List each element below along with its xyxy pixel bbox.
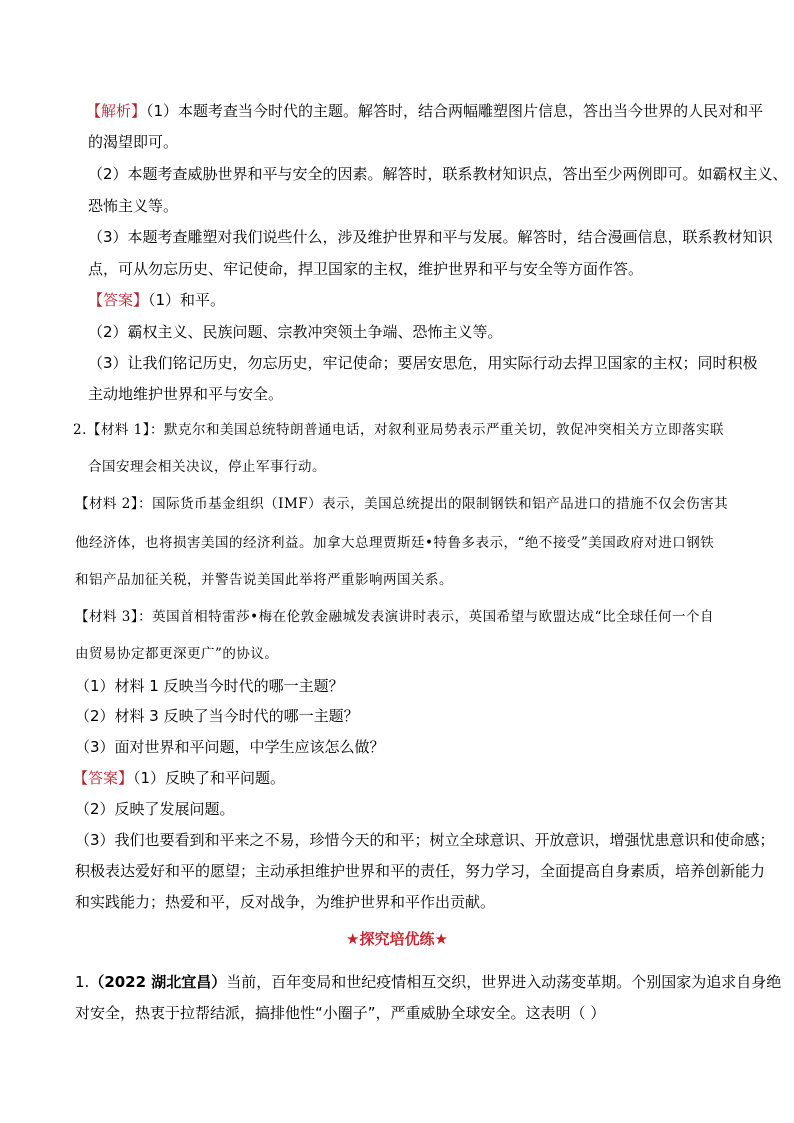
- analysis-line-2: 的渴望即可。: [88, 133, 179, 151]
- analysis-tag: 【解析】: [86, 102, 147, 120]
- answer2-line-2: （2）反映了发展问题。: [75, 800, 235, 818]
- material-2-text: ：国际货币基金组织（IMF）表示，美国总统提出的限制钢铁和铝产品进口的措施不仅会伤害其: [138, 496, 729, 512]
- material-3-tag: 【材料 3】: [75, 609, 139, 625]
- practice-question-line-1: [75, 972, 781, 992]
- material-2-line-3: 和铝产品加征关税，并警告说美国此举将严重影响两国关系。: [75, 572, 453, 588]
- material-2-line-2: 他经济体，也将损害美国的经济利益。加拿大总理贾斯廷•特鲁多表示，“绝不接受”美国政府对进口钢铁: [75, 535, 715, 551]
- analysis-line-4: 恐怖主义等。: [88, 197, 179, 215]
- analysis-line-1: [86, 101, 763, 121]
- section-heading: [0, 929, 794, 949]
- answer1-line-3: （3）让我们铭记历史，勿忘历史，牢记使命；要居安思危，用实际行动去捍卫国家的主权；同时积极: [88, 354, 758, 372]
- practice-question-line-2: 对安全，热衷于拉帮结派，搞排他性“小圈子”，严重威胁全球安全。这表明（ ）: [75, 1004, 606, 1022]
- answer2-line-5: 和实践能力；热爱和平，反对战争，为维护世界和平作出贡献。: [75, 893, 496, 911]
- material-3-line-1: [75, 607, 714, 627]
- answer1-text: （1）和平。: [148, 291, 226, 309]
- answer2-line-1: [73, 768, 285, 788]
- question-2-3: （3）面对世界和平问题，中学生应该怎么做？: [75, 738, 385, 756]
- question-2-2: （2）材料 3 反映了当今时代的哪一主题？: [75, 707, 359, 725]
- material-1-text: ：默克尔和美国总统特朗普通电话，对叙利亚局势表示严重关切，敦促冲突相关方立即落实联: [150, 422, 725, 438]
- star-icon: ★: [434, 930, 448, 948]
- analysis-line-5: （3）本题考查雕塑对我们说些什么，涉及维护世界和平与发展。解答时，结合漫画信息，联系教材知识: [88, 228, 773, 246]
- section-title: 探究培优练: [359, 930, 435, 948]
- analysis-line-6: 点，可从勿忘历史、牢记使命，捍卫国家的主权，维护世界和平与安全等方面作答。: [88, 260, 644, 278]
- question-number: 2.: [73, 422, 87, 438]
- answer2-line-3: （3）我们也要看到和平来之不易，珍惜今天的和平；树立全球意识、开放意识，增强忧患意识和使命感；: [75, 831, 775, 849]
- material-1-tag: 【材料 1】: [86, 422, 151, 438]
- material-2-tag: 【材料 2】: [75, 496, 139, 512]
- answer1-tag: 【答案】: [88, 291, 149, 309]
- analysis-text: （1）本题考查当今时代的主题。解答时，结合两幅雕塑图片信息，答出当今世界的人民对和平: [146, 102, 764, 120]
- material-1-line-2: 合国安理会相关决议，停止军事行动。: [88, 459, 326, 475]
- practice-question-source: （2022 湖北宜昌）: [89, 973, 227, 991]
- star-icon: ★: [346, 930, 360, 948]
- material-3-text: ：英国首相特雷莎•梅在伦敦金融城发表演讲时表示，英国希望与欧盟达成“比全球任何一个自: [138, 609, 715, 625]
- practice-question-text: 当前，百年变局和世纪疫情相互交织，世界进入动荡变革期。个别国家为追求自身绝: [226, 973, 782, 991]
- analysis-line-3: （2）本题考查威胁世界和平与安全的因素。解答时，联系教材知识点，答出至少两例即可。如霸权主义、: [88, 165, 788, 183]
- answer2-line-4: 积极表达爱好和平的愿望；主动承担维护世界和平的责任，努力学习，全面提高自身素质，培养创新能力: [75, 862, 766, 880]
- answer1-line-4: 主动地维护世界和平与安全。: [88, 385, 284, 403]
- material-3-line-2: 由贸易协定都更深更广”的协议。: [75, 646, 279, 662]
- material-2-line-1: [75, 494, 728, 514]
- answer1-line-2: （2）霸权主义、民族问题、宗教冲突领土争端、恐怖主义等。: [88, 323, 503, 341]
- question-2-1: （1）材料 1 反映当今时代的哪一主题？: [75, 677, 344, 695]
- material-1-line-1: [73, 420, 724, 440]
- answer2-tag: 【答案】: [73, 769, 134, 787]
- answer2-text: （1）反映了和平问题。: [133, 769, 286, 787]
- answer1-line-1: [88, 290, 225, 310]
- practice-question-number: 1.: [75, 973, 90, 991]
